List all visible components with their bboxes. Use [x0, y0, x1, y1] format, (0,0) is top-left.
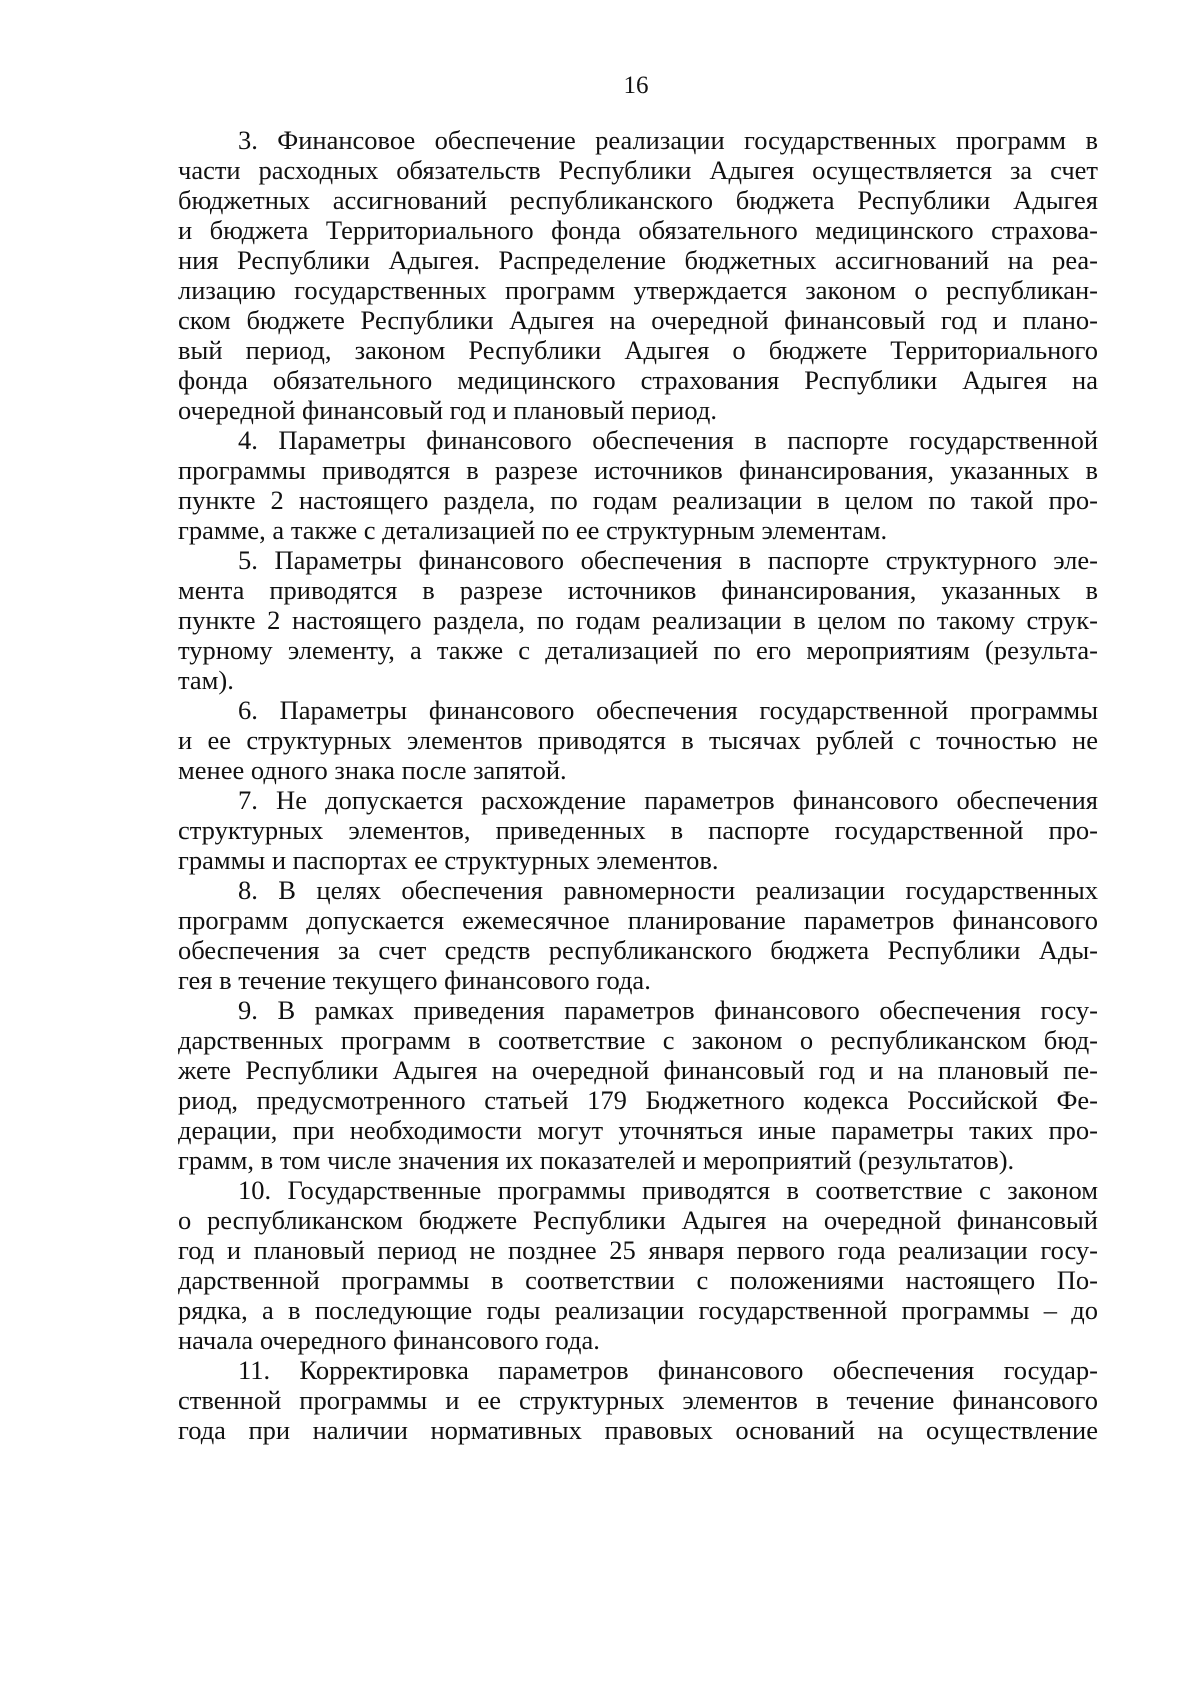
- text-line: очередной финансовый год и плановый период.: [178, 395, 717, 425]
- text-line: год и плановый период не позднее 25 января первого года реализации госу-: [178, 1235, 1098, 1265]
- text-line: 5. Параметры финансового обеспечения в паспорте структурного эле-: [238, 545, 1098, 575]
- text-line: 7. Не допускается расхождение параметров финансового обеспечения: [238, 785, 1098, 815]
- text-line: жете Республики Адыгея на очередной финансовый год и на плановый пе-: [178, 1055, 1098, 1085]
- paragraph-3: [178, 125, 1098, 425]
- text-line: грамм, в том числе значения их показателей и мероприятий (результатов).: [178, 1145, 1015, 1175]
- text-line: вый период, законом Республики Адыгея о бюджете Территориального: [178, 335, 1098, 365]
- paragraph-4: [178, 425, 1098, 545]
- text-line: пункте 2 настоящего раздела, по годам реализации в целом по такой про-: [178, 485, 1098, 515]
- text-line: дарственной программы в соответствии с положениями настоящего По-: [178, 1265, 1098, 1295]
- text-line: программы приводятся в разрезе источников финансирования, указанных в: [178, 455, 1098, 485]
- text-line: грамме, а также с детализацией по ее структурным элементам.: [178, 515, 888, 545]
- text-line: ском бюджете Республики Адыгея на очередной финансовый год и плано-: [178, 305, 1098, 335]
- text-line: турному элементу, а также с детализацией по его мероприятиям (результа-: [178, 635, 1098, 665]
- page-number: 16: [623, 72, 649, 99]
- paragraph-10: [178, 1175, 1098, 1355]
- text-line: бюджетных ассигнований республиканского бюджета Республики Адыгея: [178, 185, 1098, 215]
- text-line: 11. Корректировка параметров финансового обеспечения государ-: [238, 1355, 1098, 1385]
- text-line: программ допускается ежемесячное планирование параметров финансового: [178, 905, 1098, 935]
- text-line: пункте 2 настоящего раздела, по годам реализации в целом по такому струк-: [178, 605, 1098, 635]
- text-line: о республиканском бюджете Республики Адыгея на очередной финансовый: [178, 1205, 1098, 1235]
- paragraph-9: [178, 995, 1098, 1175]
- text-line: части расходных обязательств Республики Адыгея осуществляется за счет: [178, 155, 1098, 185]
- text-line: 3. Финансовое обеспечение реализации государственных программ в: [238, 125, 1098, 155]
- paragraph-7: [178, 785, 1098, 875]
- text-line: дерации, при необходимости могут уточняться иные параметры таких про-: [178, 1115, 1098, 1145]
- text-line: лизацию государственных программ утверждается законом о республикан-: [178, 275, 1098, 305]
- text-line: года при наличии нормативных правовых оснований на осуществление: [178, 1415, 1098, 1445]
- text-line: дарственных программ в соответствие с законом о республиканском бюд-: [178, 1025, 1098, 1055]
- text-line: ственной программы и ее структурных элементов в течение финансового: [178, 1385, 1098, 1415]
- text-line: 6. Параметры финансового обеспечения государственной программы: [238, 695, 1098, 725]
- text-line: менее одного знака после запятой.: [178, 755, 567, 785]
- paragraph-6: [178, 695, 1098, 785]
- text-line: там).: [178, 665, 234, 695]
- text-line: рядка, а в последующие годы реализации государственной программы – до: [178, 1295, 1098, 1325]
- text-line: начала очередного финансового года.: [178, 1325, 600, 1355]
- paragraph-8: [178, 875, 1098, 995]
- text-line: и ее структурных элементов приводятся в тысячах рублей с точностью не: [178, 725, 1098, 755]
- paragraph-5: [178, 545, 1098, 695]
- text-line: 8. В целях обеспечения равномерности реализации государственных: [238, 875, 1098, 905]
- text-line: граммы и паспортах ее структурных элементов.: [178, 845, 719, 875]
- text-line: 10. Государственные программы приводятся в соответствие с законом: [238, 1175, 1098, 1205]
- document-body: [178, 125, 1098, 1445]
- text-line: мента приводятся в разрезе источников финансирования, указанных в: [178, 575, 1098, 605]
- text-line: риод, предусмотренного статьей 179 Бюджетного кодекса Российской Фе-: [178, 1085, 1098, 1115]
- text-line: 4. Параметры финансового обеспечения в паспорте государственной: [238, 425, 1098, 455]
- text-line: фонда обязательного медицинского страхования Республики Адыгея на: [178, 365, 1098, 395]
- text-line: гея в течение текущего финансового года.: [178, 965, 651, 995]
- text-line: структурных элементов, приведенных в паспорте государственной про-: [178, 815, 1098, 845]
- paragraph-11: [178, 1355, 1098, 1445]
- text-line: ния Республики Адыгея. Распределение бюджетных ассигнований на реа-: [178, 245, 1098, 275]
- text-line: и бюджета Территориального фонда обязательного медицинского страхова-: [178, 215, 1098, 245]
- text-line: 9. В рамках приведения параметров финансового обеспечения госу-: [238, 995, 1098, 1025]
- text-line: обеспечения за счет средств республиканского бюджета Республики Ады-: [178, 935, 1098, 965]
